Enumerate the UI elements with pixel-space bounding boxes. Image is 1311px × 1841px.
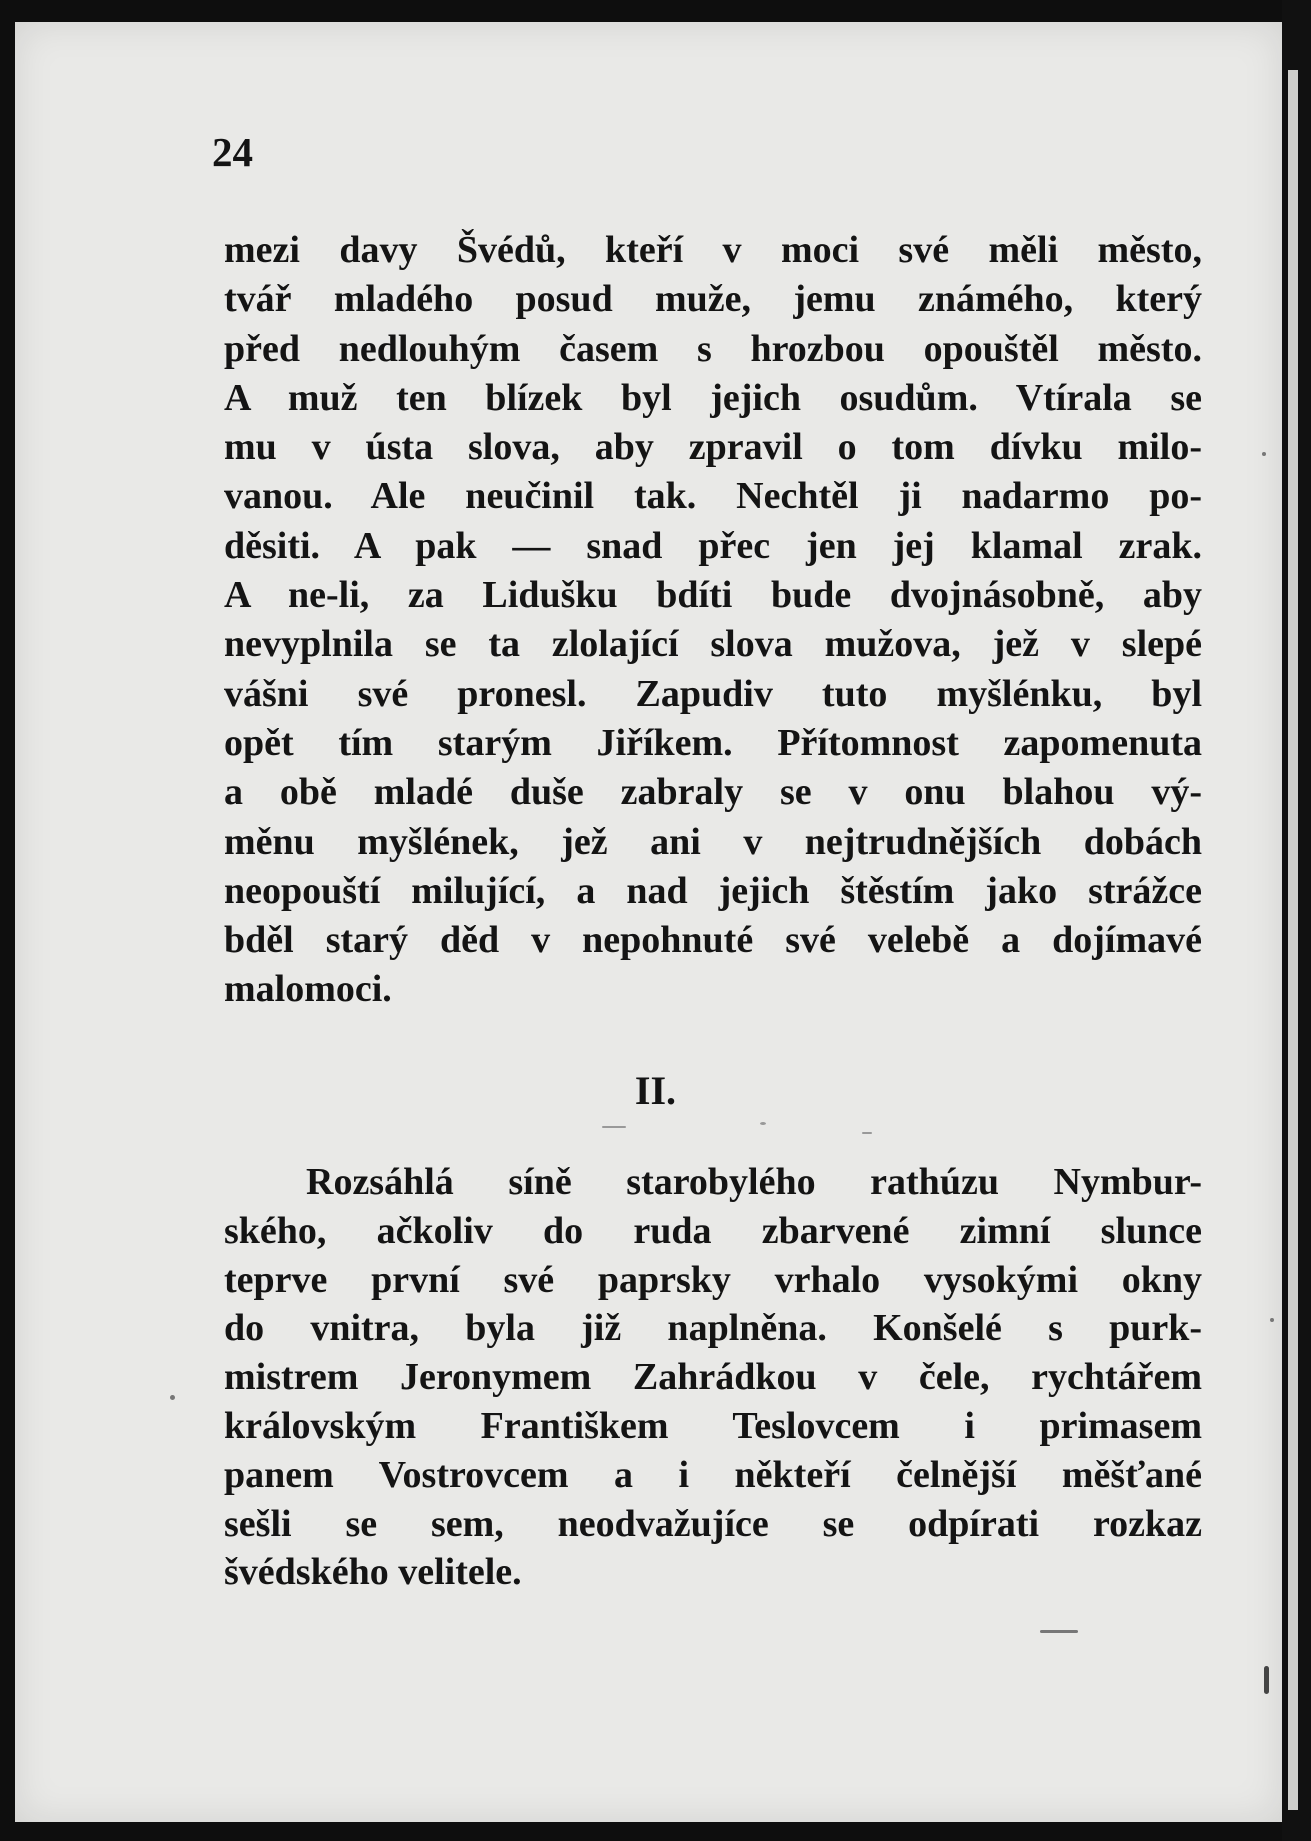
text-line: švédského velitele. bbox=[224, 1551, 522, 1594]
scan-speck bbox=[760, 1122, 766, 1125]
paragraph-2 bbox=[224, 1158, 1202, 1597]
text-line: nevyplnila se ta zlolající slova mužova, jež v slepé bbox=[224, 623, 1202, 666]
text-line: tvář mladého posud muže, jemu známého, který bbox=[224, 278, 1202, 321]
text-line: panem Vostrovcem a i někteří čelnější měšťané bbox=[224, 1453, 1202, 1496]
scan-speck bbox=[170, 1395, 175, 1400]
text-line: bděl starý děd v nepohnuté své velebě a dojímavé bbox=[224, 919, 1202, 962]
text-line: sešli se sem, neodvažujíce se odpírati rozkaz bbox=[224, 1502, 1202, 1545]
text-line: vanou. Ale neučinil tak. Nechtěl ji nadarmo po- bbox=[224, 475, 1202, 518]
text-line: mu v ústa slova, aby zpravil o tom dívku milo- bbox=[224, 426, 1202, 469]
text-line: ského, ačkoliv do ruda zbarvené zimní slunce bbox=[224, 1209, 1202, 1252]
text-line: teprve první své paprsky vrhalo vysokými okny bbox=[224, 1258, 1202, 1301]
scan-border bbox=[1282, 0, 1311, 1841]
scan-speck bbox=[862, 1132, 872, 1134]
text-line: měnu myšlének, jež ani v nejtrudnějších dobách bbox=[224, 820, 1202, 863]
scan-speck bbox=[1270, 1318, 1274, 1322]
paragraph-1 bbox=[224, 226, 1202, 1015]
text-line: neopouští milující, a nad jejich štěstím jako strážce bbox=[224, 869, 1202, 912]
page-number: 24 bbox=[212, 129, 253, 175]
text-line: mistrem Jeronymem Zahrádkou v čele, rychtářem bbox=[224, 1356, 1202, 1399]
scan-speck bbox=[602, 1126, 626, 1128]
text-line: opět tím starým Jiříkem. Přítomnost zapomenuta bbox=[224, 721, 1202, 764]
text-line: vášni své pronesl. Zapudiv tuto myšlénku, byl bbox=[224, 672, 1202, 715]
text-line: A muž ten blízek byl jejich osudům. Vtírala se bbox=[224, 376, 1202, 419]
text-line: děsiti. A pak — snad přec jen jej klamal zrak. bbox=[224, 524, 1202, 567]
text-line: Rozsáhlá síně starobylého rathúzu Nymbur- bbox=[306, 1161, 1202, 1203]
text-line: mezi davy Švédů, kteří v moci své měli město, bbox=[224, 229, 1202, 271]
scan-speck bbox=[1264, 1666, 1269, 1694]
text-line: královským Františkem Teslovcem i primasem bbox=[224, 1404, 1202, 1447]
text-line: A ne-li, za Lidušku bdíti bude dvojnásobně, aby bbox=[224, 574, 1202, 617]
section-heading: II. bbox=[634, 1068, 677, 1113]
text-line: malomoci. bbox=[224, 968, 392, 1011]
next-page-edge bbox=[1288, 70, 1298, 1810]
text-line: a obě mladé duše zabraly se v onu blahou vý- bbox=[224, 771, 1202, 814]
text-line: do vnitra, byla již naplněna. Konšelé s purk- bbox=[224, 1307, 1202, 1350]
text-line: před nedlouhým časem s hrozbou opouštěl město. bbox=[224, 327, 1202, 370]
scan-speck bbox=[1262, 452, 1266, 456]
scan-speck bbox=[1040, 1630, 1078, 1633]
